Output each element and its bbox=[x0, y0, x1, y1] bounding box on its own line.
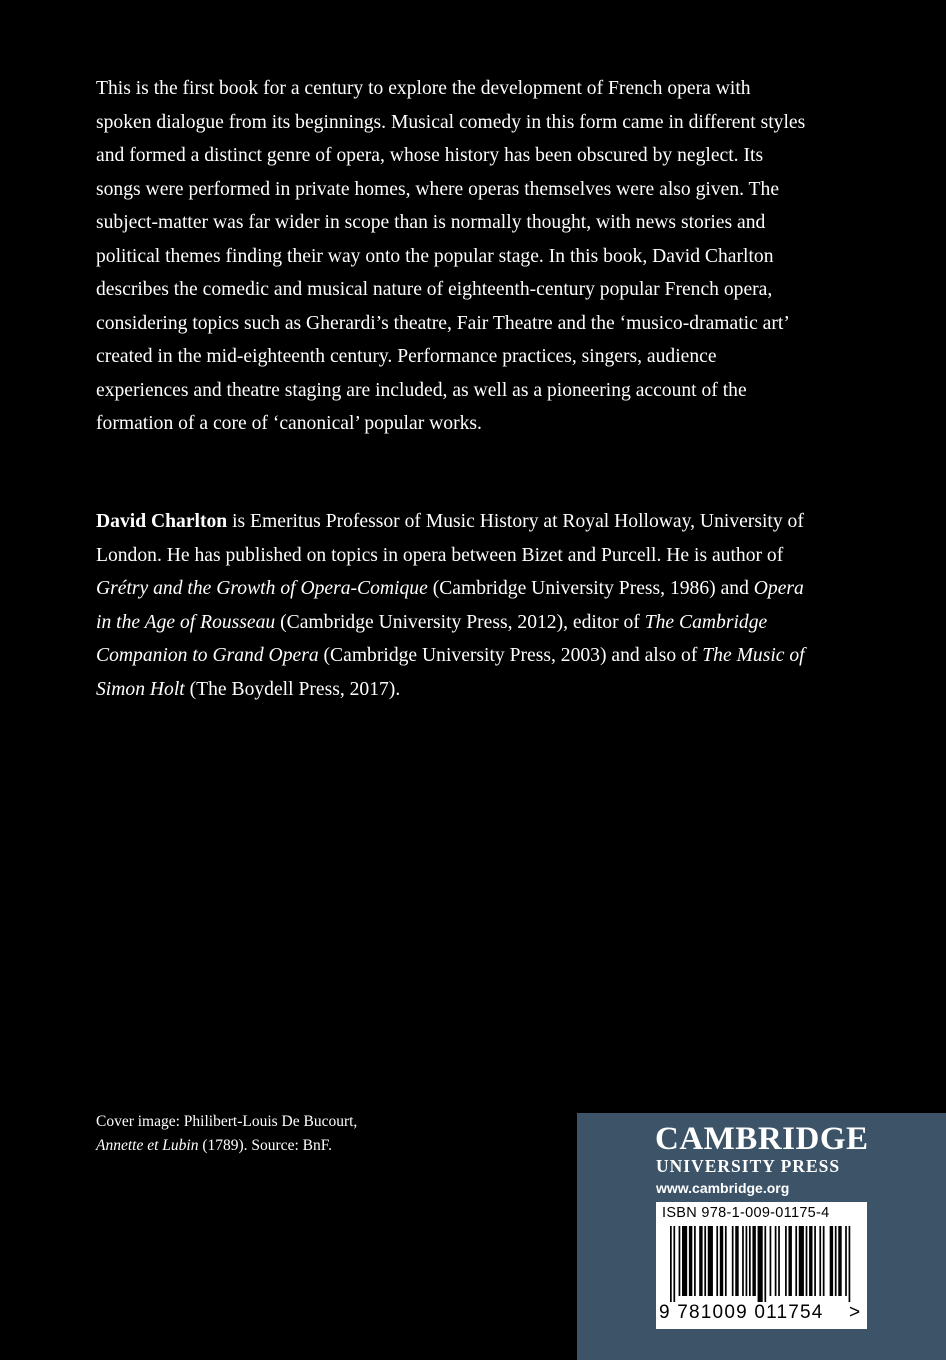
barcode-bar bbox=[699, 1226, 702, 1296]
barcode-bar bbox=[749, 1226, 751, 1296]
barcode-bar bbox=[838, 1226, 841, 1296]
publisher-panel bbox=[577, 1113, 946, 1360]
book-description: This is the first book for a century to explore the development of French opera with spoken dialogue from its beginnings. Musical comedy in this form came in different styles and formed a distinct genre of opera, whose history has been obscured by neglect. Its songs were performed in private homes, where operas themselves were also given. The subject-matter was far wider in scope than is normally thought, with news stories and political themes finding their way onto the popular stage. In this book, David Charlton describes the comedic and musical nature of eighteenth-century popular French opera, considering topics such as Gherardi’s theatre, Fair Theatre and the ‘musico-dramatic art’ created in the mid-eighteenth century. Performance practices, singers, audience experiences and theatre staging are included, as well as a pioneering account of the formation of a core of ‘canonical’ popular works. bbox=[96, 78, 806, 434]
barcode-bar bbox=[799, 1226, 804, 1296]
publisher-name: CAMBRIDGE bbox=[655, 1121, 869, 1157]
barcode-bar bbox=[673, 1226, 675, 1302]
publisher-subtitle: UNIVERSITY PRESS bbox=[656, 1156, 841, 1176]
barcode-digits: 9 781009 011754 bbox=[659, 1302, 824, 1323]
book-title: The Cambridge Companion to Grand Opera bbox=[96, 611, 768, 666]
barcode-bar bbox=[720, 1226, 723, 1296]
barcode-bar bbox=[845, 1226, 847, 1296]
book-title: Opera in the Age of Rousseau bbox=[96, 578, 804, 633]
bio-text: is Emeritus Professor of Music History at Royal Holloway, University of London. He has published on topics in opera between Bizet and Purcell. He is author of bbox=[96, 511, 804, 566]
credit-line: (1789). Source: BnF. bbox=[198, 1137, 332, 1154]
barcode-bar bbox=[785, 1226, 787, 1296]
barcode-bar bbox=[682, 1226, 687, 1296]
barcode-icon bbox=[670, 1226, 852, 1302]
barcode-bar bbox=[704, 1226, 706, 1296]
barcode-bar bbox=[835, 1226, 837, 1296]
barcode-bar bbox=[689, 1226, 692, 1296]
barcode-box bbox=[656, 1202, 867, 1329]
barcode-bar bbox=[742, 1226, 744, 1296]
publisher-url[interactable]: www.cambridge.org bbox=[656, 1180, 790, 1196]
book-title: Grétry and the Growth of Opera-Comique bbox=[96, 578, 428, 599]
author-name: David Charlton bbox=[96, 511, 228, 532]
book-title: The Music of Simon Holt bbox=[96, 645, 805, 700]
barcode-bar bbox=[746, 1226, 748, 1296]
barcode-bar bbox=[806, 1226, 808, 1296]
bio-text: (Cambridge University Press, 2003) and also of bbox=[318, 645, 703, 666]
artwork-title: Annette et Lubin bbox=[96, 1137, 199, 1154]
barcode-bar bbox=[679, 1226, 681, 1296]
barcode-bar bbox=[670, 1226, 672, 1302]
barcode-bar bbox=[775, 1226, 777, 1296]
bio-text: (Cambridge University Press, 1986) and bbox=[427, 578, 754, 599]
bio-text: (Cambridge University Press, 2012), editor of bbox=[275, 611, 645, 633]
barcode-bar bbox=[849, 1226, 851, 1302]
cover-image-credit bbox=[96, 1110, 516, 1158]
barcode-bar bbox=[764, 1226, 766, 1302]
barcode-bar bbox=[770, 1226, 772, 1296]
barcode-bar bbox=[725, 1226, 727, 1296]
barcode-bar bbox=[708, 1226, 713, 1296]
barcode-bar bbox=[694, 1226, 696, 1296]
barcode-bar bbox=[788, 1226, 791, 1296]
author-bio bbox=[96, 505, 806, 706]
barcode-bar bbox=[735, 1226, 738, 1296]
barcode-bar bbox=[752, 1226, 755, 1296]
barcode-bar bbox=[795, 1226, 797, 1296]
barcode-bar bbox=[819, 1226, 821, 1296]
isbn-label: ISBN 978-1-009-01175-4 bbox=[662, 1205, 830, 1221]
barcode-bar bbox=[758, 1226, 763, 1302]
barcode-bar bbox=[716, 1226, 718, 1296]
barcode-bar bbox=[809, 1226, 812, 1296]
barcode-bar bbox=[823, 1226, 825, 1296]
barcode-bar bbox=[830, 1226, 833, 1296]
bio-text: (The Boydell Press, 2017). bbox=[184, 678, 401, 700]
barcode-bar bbox=[814, 1226, 816, 1296]
barcode-arrow: > bbox=[849, 1302, 861, 1323]
barcode-bar bbox=[732, 1226, 734, 1296]
credit-line: Cover image: Philibert-Louis De Bucourt, bbox=[96, 1113, 358, 1130]
barcode-bar bbox=[778, 1226, 780, 1296]
